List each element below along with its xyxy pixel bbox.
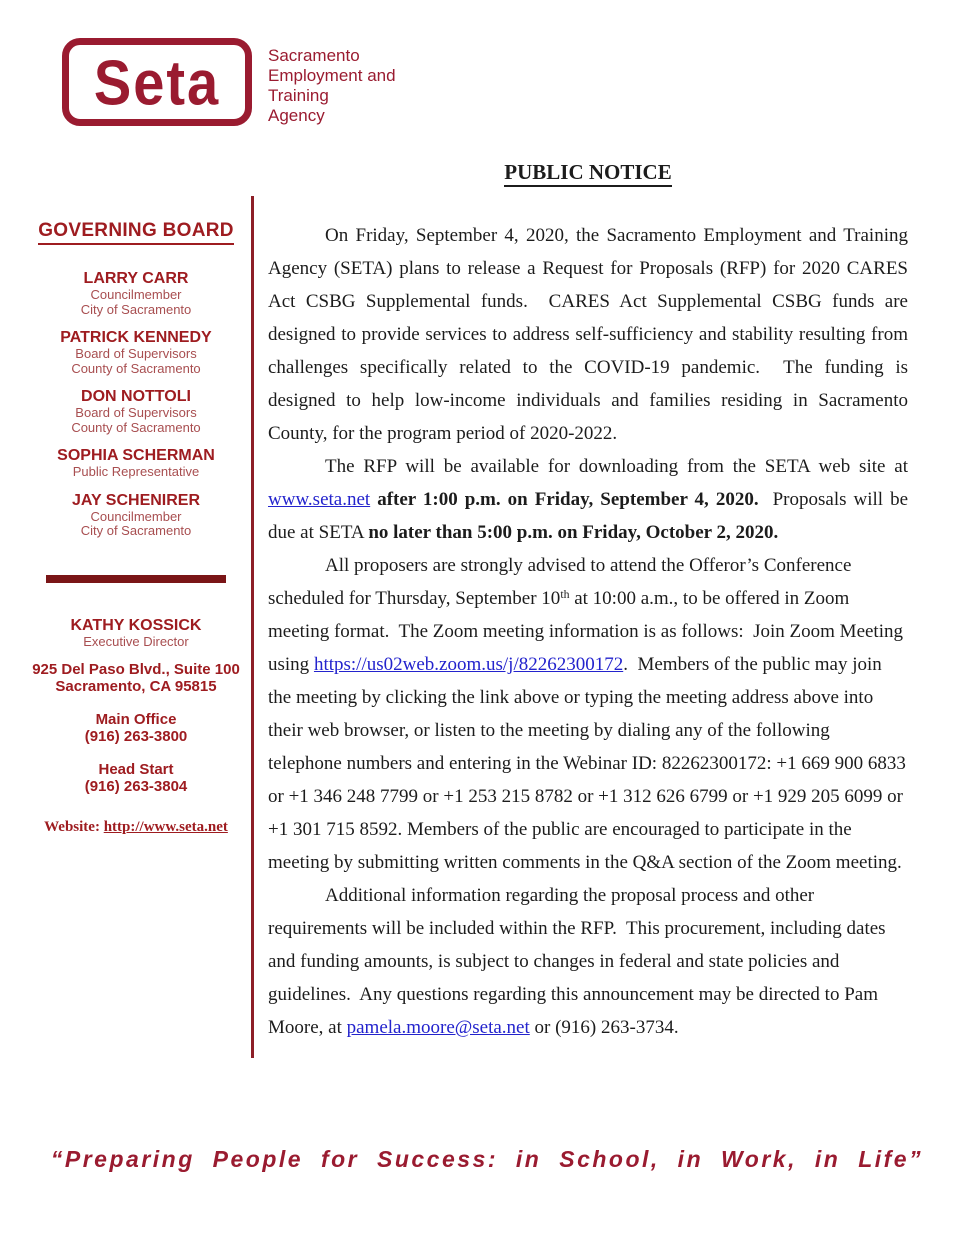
body-text-segment: Proposals will be due at SETA bbox=[268, 489, 913, 543]
sidebar-divider-bar bbox=[46, 575, 226, 583]
notice-body bbox=[268, 160, 913, 1044]
contact-main-office bbox=[30, 711, 242, 745]
board-member bbox=[30, 388, 242, 435]
body-link[interactable]: https://us02web.zoom.us/j/82262300172 bbox=[313, 654, 624, 675]
body-paragraph bbox=[268, 879, 908, 1044]
body-text-segment: Additional information regarding the proposal process and other requirements will be included within the RFP. This procurement, including dates and funding amounts, is subject to changes in federal and state policies and guidelines. Any questions regarding this announcement may be directed to Pam Moore, at bbox=[268, 885, 891, 1038]
board-member bbox=[30, 329, 242, 376]
body-text-segment: at 10:00 a.m., to be offered in Zoom meeting format. The Zoom meeting information is as follows: Join Zoom Meeting using bbox=[268, 588, 908, 675]
agency-name-line: Sacramento bbox=[268, 46, 360, 65]
contact-phone: (916) 263-3804 bbox=[84, 778, 188, 795]
member-role: Councilmember bbox=[90, 508, 182, 524]
footer-quote: “Preparing People for Success: in School, in Work, in Life” bbox=[50, 1146, 924, 1172]
member-role: Board of Supervisors bbox=[75, 405, 197, 420]
member-name: JAY SCHENIRER bbox=[71, 491, 201, 509]
executive-director bbox=[30, 617, 242, 650]
website-line bbox=[30, 819, 242, 836]
website-label: Website: bbox=[44, 819, 104, 835]
member-name: PATRICK KENNEDY bbox=[60, 329, 212, 346]
page-title: PUBLIC NOTICE bbox=[268, 160, 908, 185]
body-text-segment: . Members of the public may join the meeting by clicking the link above or typing the meeting address above into their web browser, or listen to the meeting by dialing any of the following telephone numbers and entering in the Webinar ID: 82262300172: +1 669 900 6833 or +1 346 248 7799 or +1 253 215 8782 or +1 312 626 6799 or +1 929 205 6099 or +1 301 715 8592. Members of the public are encouraged to participate in the meeting by submitting written comments in the Q&A section of the Zoom meeting. bbox=[268, 654, 911, 873]
body-text-segment: The RFP will be available for downloading from the SETA web site at bbox=[325, 456, 913, 477]
agency-name bbox=[268, 46, 396, 126]
body-text-segment: or (916) 263-3734. bbox=[529, 1017, 679, 1038]
body-link[interactable]: www.seta.net bbox=[268, 489, 371, 510]
member-role: County of Sacramento bbox=[71, 360, 201, 376]
website-link[interactable]: http://www.seta.net bbox=[103, 819, 228, 835]
member-role: Councilmember bbox=[90, 287, 182, 302]
body-link[interactable]: pamela.moore@seta.net bbox=[346, 1017, 530, 1038]
address-block bbox=[30, 661, 242, 695]
body-paragraph bbox=[268, 549, 911, 879]
member-name: LARRY CARR bbox=[83, 270, 189, 287]
member-name: DON NOTTOLI bbox=[81, 388, 191, 405]
member-role: Public Representative bbox=[72, 464, 200, 479]
body-text-segment: th bbox=[560, 588, 570, 602]
board-member bbox=[30, 270, 242, 317]
board-member bbox=[30, 492, 242, 539]
contact-label: Main Office bbox=[95, 711, 177, 728]
contact-phone: (916) 263-3800 bbox=[84, 728, 188, 745]
contact-label: Head Start bbox=[98, 761, 174, 778]
seta-logo bbox=[62, 38, 252, 126]
body-text-segment: All proposers are strongly advised to attend the Offeror’s Conference scheduled for Thursday, September 10 bbox=[268, 555, 857, 609]
body-paragraph bbox=[268, 450, 913, 549]
vertical-rule bbox=[251, 196, 254, 1058]
member-role: County of Sacramento bbox=[71, 419, 201, 435]
body-text-segment: after 1:00 p.m. on Friday, September 4, 2020. bbox=[377, 489, 759, 510]
board-member bbox=[30, 447, 242, 480]
address-line: 925 Del Paso Blvd., Suite 100 bbox=[32, 661, 240, 678]
seta-logo-text: Seta bbox=[93, 46, 221, 118]
director-name: KATHY KOSSICK bbox=[70, 616, 202, 634]
member-role: Board of Supervisors bbox=[75, 346, 197, 361]
agency-name-line: Employment and bbox=[268, 66, 396, 85]
body-text-segment: no later than 5:00 p.m. on Friday, October 2, 2020. bbox=[368, 522, 779, 543]
sidebar bbox=[30, 220, 242, 836]
governing-board-heading: GOVERNING BOARD bbox=[30, 220, 242, 242]
address-line: Sacramento, CA 95815 bbox=[55, 678, 217, 695]
contact-head-start bbox=[30, 761, 242, 795]
member-role: City of Sacramento bbox=[80, 301, 192, 317]
member-role: City of Sacramento bbox=[80, 523, 192, 538]
agency-name-line: Training bbox=[268, 86, 329, 105]
director-title: Executive Director bbox=[83, 633, 189, 649]
body-paragraph bbox=[268, 219, 913, 450]
body-text-segment: On Friday, September 4, 2020, the Sacramento Employment and Training Agency (SETA) plans to release a Request for Proposals (RFP) for 2020 CARES Act CSBG Supplemental funds. CARES Act Supplemental CSBG funds are designed to provide services to address self-sufficiency and stability resulting from challenges specifically related to the COVID-19 pandemic. The funding is designed to help low-income individuals and families residing in Sacramento County, for the program period of 2020-2022. bbox=[268, 225, 913, 444]
agency-name-line: Agency bbox=[268, 106, 325, 125]
member-name: SOPHIA SCHERMAN bbox=[57, 447, 215, 464]
